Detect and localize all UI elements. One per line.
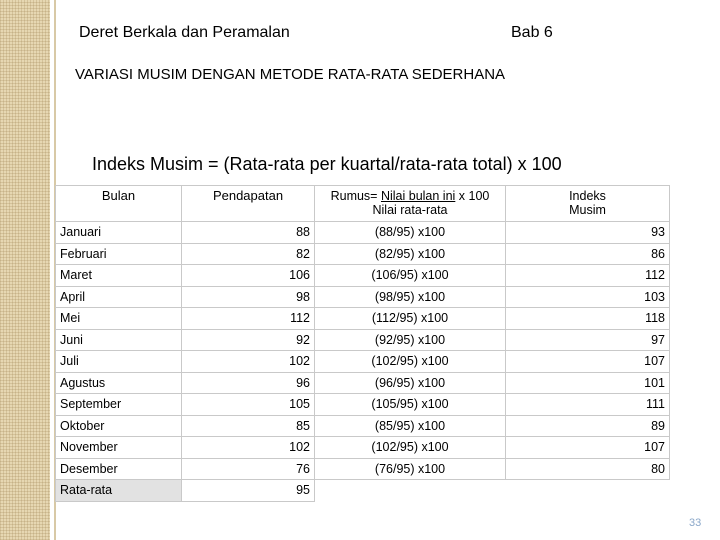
table-row	[56, 351, 670, 373]
indeks-line1: Indeks	[569, 189, 606, 203]
header-indeks-musim	[506, 186, 670, 222]
formula-cell: (102/95) x100	[315, 437, 506, 459]
income-cell: 105	[182, 394, 315, 416]
formula-cell: (92/95) x100	[315, 329, 506, 351]
month-cell: Desember	[56, 458, 182, 480]
rumus-prefix: Rumus=	[330, 189, 381, 203]
average-label: Rata-rata	[56, 480, 182, 502]
table-header-row	[56, 186, 670, 222]
seasonal-index-table	[55, 185, 670, 502]
table-row	[56, 415, 670, 437]
index-cell: 107	[506, 437, 670, 459]
rumus-suffix: x 100	[455, 189, 490, 203]
table-row	[56, 222, 670, 244]
index-cell: 89	[506, 415, 670, 437]
index-cell: 86	[506, 243, 670, 265]
header-rumus	[315, 186, 506, 222]
month-cell: September	[56, 394, 182, 416]
slide-title: VARIASI MUSIM DENGAN METODE RATA-RATA SEDERHANA	[75, 66, 506, 83]
index-cell: 118	[506, 308, 670, 330]
seasonal-index-formula: Indeks Musim = (Rata-rata per kuartal/rata-rata total) x 100	[92, 154, 562, 174]
formula-cell: (82/95) x100	[315, 243, 506, 265]
income-cell: 92	[182, 329, 315, 351]
index-cell: 80	[506, 458, 670, 480]
table-row	[56, 437, 670, 459]
table-row	[56, 265, 670, 287]
formula-cell: (106/95) x100	[315, 265, 506, 287]
formula-cell: (88/95) x100	[315, 222, 506, 244]
index-cell: 97	[506, 329, 670, 351]
average-row	[56, 480, 670, 502]
month-cell: Maret	[56, 265, 182, 287]
empty-cell	[506, 480, 670, 502]
month-cell: Juli	[56, 351, 182, 373]
index-cell: 93	[506, 222, 670, 244]
table-row	[56, 372, 670, 394]
month-cell: Agustus	[56, 372, 182, 394]
formula-cell: (112/95) x100	[315, 308, 506, 330]
average-value: 95	[182, 480, 315, 502]
table-row	[56, 458, 670, 480]
income-cell: 88	[182, 222, 315, 244]
table-row	[56, 243, 670, 265]
table-row	[56, 394, 670, 416]
chapter-number: Bab 6	[511, 24, 553, 41]
header-pendapatan: Pendapatan	[182, 186, 315, 222]
formula-cell: (96/95) x100	[315, 372, 506, 394]
month-cell: April	[56, 286, 182, 308]
income-cell: 112	[182, 308, 315, 330]
month-cell: Februari	[56, 243, 182, 265]
formula-cell: (105/95) x100	[315, 394, 506, 416]
formula-cell: (85/95) x100	[315, 415, 506, 437]
income-cell: 102	[182, 351, 315, 373]
income-cell: 76	[182, 458, 315, 480]
income-cell: 102	[182, 437, 315, 459]
table-row	[56, 286, 670, 308]
page-number: 33	[689, 517, 702, 529]
table-row	[56, 308, 670, 330]
index-cell: 101	[506, 372, 670, 394]
month-cell: Januari	[56, 222, 182, 244]
indeks-line2: Musim	[569, 203, 606, 217]
income-cell: 98	[182, 286, 315, 308]
index-cell: 112	[506, 265, 670, 287]
income-cell: 82	[182, 243, 315, 265]
rumus-numerator: Nilai bulan ini	[380, 189, 456, 203]
month-cell: Juni	[56, 329, 182, 351]
empty-cell	[315, 480, 506, 502]
index-cell: 103	[506, 286, 670, 308]
income-cell: 106	[182, 265, 315, 287]
chapter-title: Deret Berkala dan Peramalan	[79, 24, 290, 41]
header-bulan: Bulan	[56, 186, 182, 222]
index-cell: 107	[506, 351, 670, 373]
formula-cell: (76/95) x100	[315, 458, 506, 480]
formula-cell: (102/95) x100	[315, 351, 506, 373]
rumus-denominator: Nilai rata-rata	[372, 203, 448, 217]
table-row	[56, 329, 670, 351]
decorative-side-bar	[0, 0, 50, 540]
month-cell: Mei	[56, 308, 182, 330]
index-cell: 111	[506, 394, 670, 416]
income-cell: 85	[182, 415, 315, 437]
month-cell: November	[56, 437, 182, 459]
income-cell: 96	[182, 372, 315, 394]
formula-cell: (98/95) x100	[315, 286, 506, 308]
month-cell: Oktober	[56, 415, 182, 437]
